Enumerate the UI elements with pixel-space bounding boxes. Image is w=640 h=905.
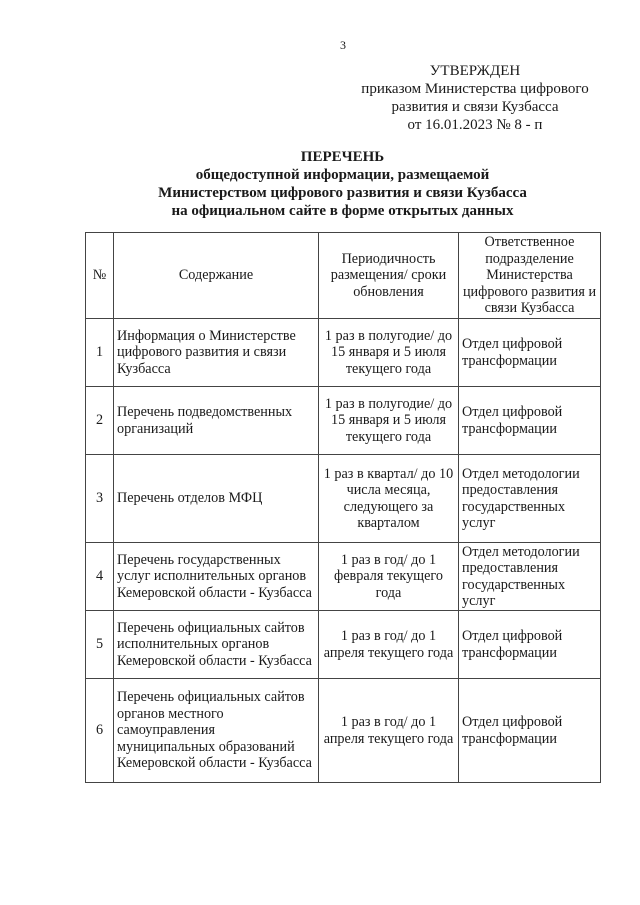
- row-content: Перечень отделов МФЦ: [114, 455, 319, 543]
- row-content: Перечень официальных сайтов исполнительных органов Кемеровской области - Кузбасса: [114, 611, 319, 679]
- row-period: 1 раз в год/ до 1 апреля текущего года: [319, 679, 459, 783]
- table-row: [86, 543, 601, 611]
- row-num: 6: [86, 679, 114, 783]
- approval-stamp: [350, 62, 600, 134]
- row-content: Перечень подведомственных организаций: [114, 387, 319, 455]
- row-period: 1 раз в год/ до 1 апреля текущего года: [319, 611, 459, 679]
- title-line-3: Министерством цифрового развития и связи Кузбасса: [158, 185, 527, 201]
- table-row: [86, 387, 601, 455]
- header-content: Содержание: [114, 233, 319, 319]
- page-number: 3: [340, 38, 346, 52]
- table-row: [86, 679, 601, 783]
- row-dept: Отдел методологии предоставления государственных услуг: [459, 455, 601, 543]
- table-row: [86, 319, 601, 387]
- row-num: 2: [86, 387, 114, 455]
- table-header-row: [86, 233, 601, 319]
- header-num: №: [86, 233, 114, 319]
- approval-line-1: УТВЕРЖДЕН: [429, 63, 521, 79]
- row-content: Перечень государственных услуг исполнительных органов Кемеровской области - Кузбасса: [114, 543, 319, 611]
- header-dept: Ответственное подразделение Министерства цифрового развития и связи Кузбасса: [459, 233, 601, 319]
- title-line-4: на официальном сайте в форме открытых данных: [171, 203, 514, 219]
- row-period: 1 раз в полугодие/ до 15 января и 5 июля текущего года: [319, 387, 459, 455]
- row-dept: Отдел цифровой трансформации: [459, 387, 601, 455]
- row-num: 1: [86, 319, 114, 387]
- approval-line-3: развития и связи Кузбасса: [391, 99, 559, 115]
- document-title: [95, 148, 590, 220]
- table-row: [86, 611, 601, 679]
- row-content: Информация о Министерстве цифрового развития и связи Кузбасса: [114, 319, 319, 387]
- row-dept: Отдел цифровой трансформации: [459, 611, 601, 679]
- title-line-1: ПЕРЕЧЕНЬ: [300, 149, 385, 165]
- row-num: 5: [86, 611, 114, 679]
- table-row: [86, 455, 601, 543]
- header-period: Периодичность размещения/ сроки обновления: [319, 233, 459, 319]
- approval-line-4: от 16.01.2023 № 8 - п: [407, 117, 543, 133]
- row-num: 3: [86, 455, 114, 543]
- row-content: Перечень официальных сайтов органов местного самоуправления муниципальных образований Кемеровской области - Кузбасса: [114, 679, 319, 783]
- row-dept: Отдел методологии предоставления государственных услуг: [459, 543, 601, 611]
- row-period: 1 раз в полугодие/ до 15 января и 5 июля текущего года: [319, 319, 459, 387]
- row-period: 1 раз в год/ до 1 февраля текущего года: [319, 543, 459, 611]
- title-line-2: общедоступной информации, размещаемой: [195, 167, 490, 183]
- row-dept: Отдел цифровой трансформации: [459, 679, 601, 783]
- row-dept: Отдел цифровой трансформации: [459, 319, 601, 387]
- approval-line-2: приказом Министерства цифрового: [361, 81, 589, 97]
- row-num: 4: [86, 543, 114, 611]
- data-list-table: [85, 232, 601, 783]
- row-period: 1 раз в квартал/ до 10 числа месяца, следующего за кварталом: [319, 455, 459, 543]
